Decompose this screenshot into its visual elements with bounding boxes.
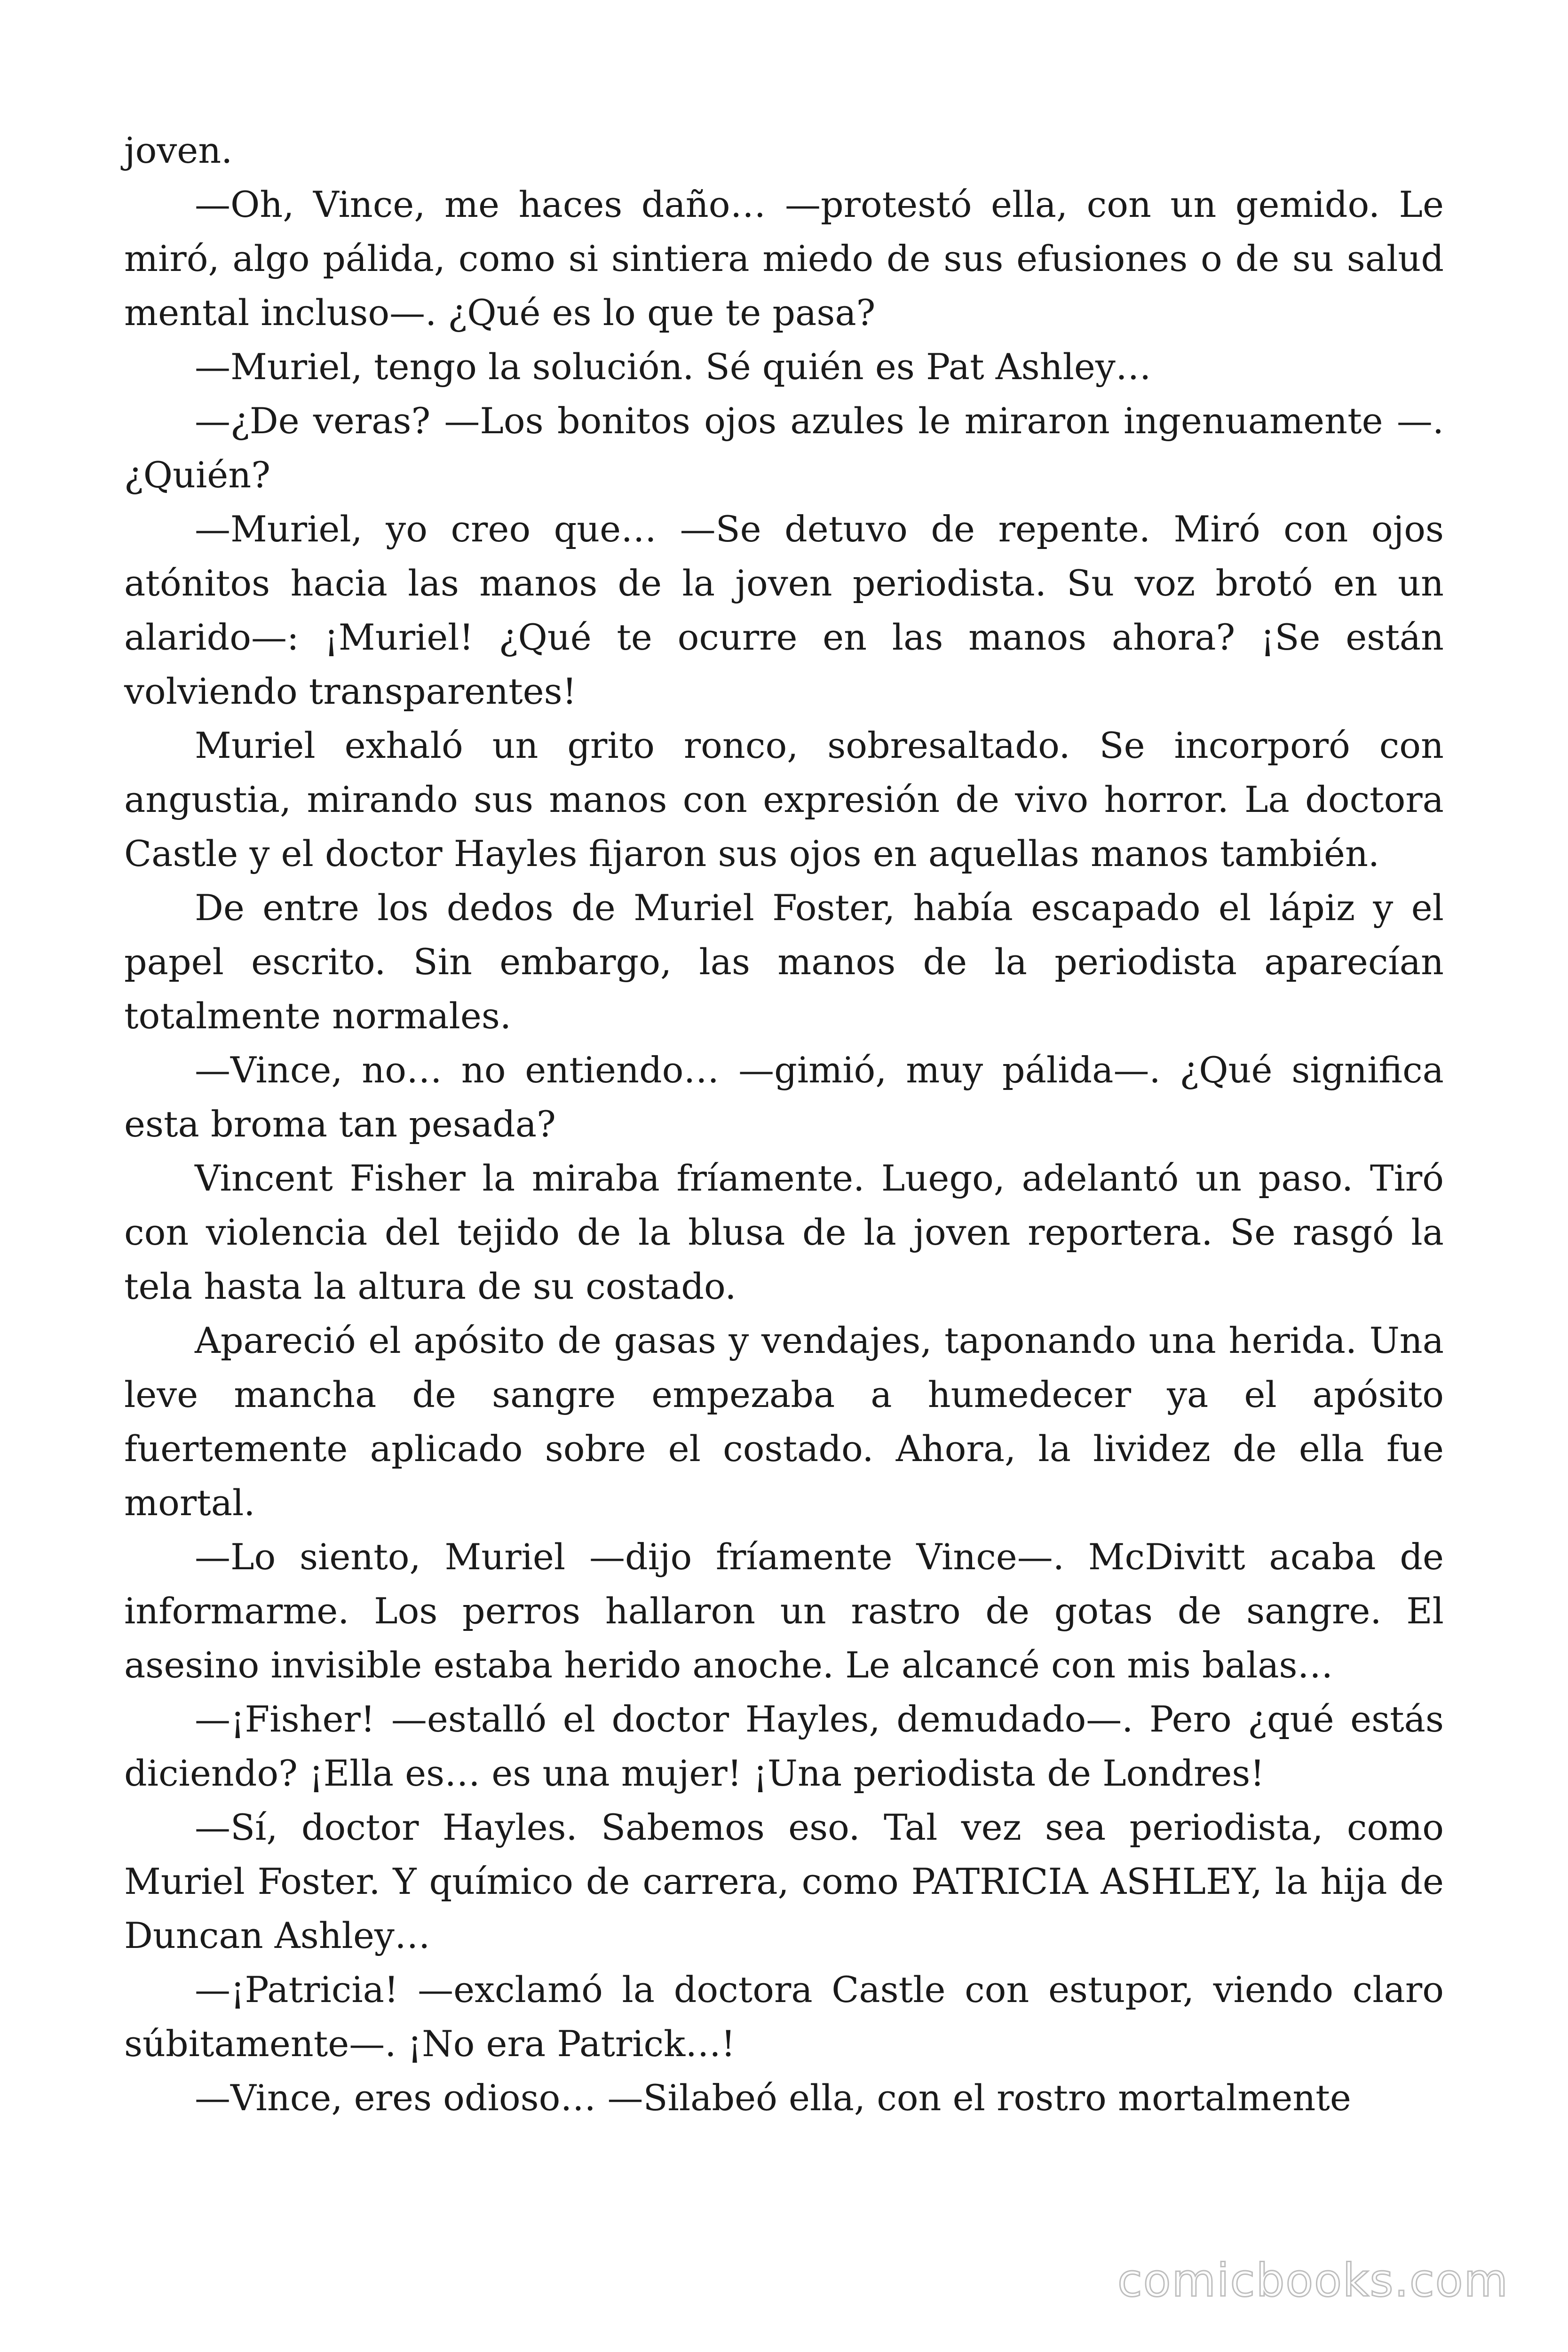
paragraph: —Vince, no… no entiendo… —gimió, muy pálida—. ¿Qué significa esta broma tan pesada? <box>124 1049 1444 1145</box>
paragraph: Vincent Fisher la miraba fríamente. Luego, adelantó un paso. Tiró con violencia del tejido de la blusa de la joven reportera. Se rasgó la tela hasta la altura de su costado. <box>124 1157 1444 1307</box>
paragraph: Muriel exhaló un grito ronco, sobresaltado. Se incorporó con angustia, mirando sus manos con expresión de vivo horror. La doctora Castle y el doctor Hayles fijaron sus ojos en aquellas manos también. <box>124 724 1444 874</box>
paragraph: —Sí, doctor Hayles. Sabemos eso. Tal vez sea periodista, como Muriel Foster. Y químico de carrera, como PATRICIA ASHLEY, la hija de Duncan Ashley… <box>124 1806 1444 1956</box>
watermark-logo: comicbooks.com <box>1117 2254 1509 2307</box>
paragraph: De entre los dedos de Muriel Foster, había escapado el lápiz y el papel escrito. Sin embargo, las manos de la periodista aparecían totalmente normales. <box>124 887 1444 1037</box>
paragraph: —¡Patricia! —exclamó la doctora Castle con estupor, viendo claro súbitamente—. ¡No era Patrick…! <box>124 1969 1444 2065</box>
paragraph: —Muriel, tengo la solución. Sé quién es Pat Ashley… <box>195 346 1151 388</box>
paragraph-continuation: joven. <box>124 129 233 171</box>
paragraph: —Oh, Vince, me haces daño… —protestó ella, con un gemido. Le miró, algo pálida, como si sintiera miedo de sus efusiones o de su salud mental incluso—. ¿Qué es lo que te pasa? <box>124 183 1444 334</box>
paragraph: —Muriel, yo creo que… —Se detuvo de repente. Miró con ojos atónitos hacia las manos de la joven periodista. Su voz brotó en un alarido—: ¡Muriel! ¿Qué te ocurre en las manos ahora? ¡Se están volviendo transparentes! <box>124 508 1444 712</box>
page-body-text <box>124 123 1444 2125</box>
paragraph: —¿De veras? —Los bonitos ojos azules le miraron ingenuamente —. ¿Quién? <box>124 400 1444 496</box>
paragraph: —Lo siento, Muriel —dijo fríamente Vince—. McDivitt acaba de informarme. Los perros hallaron un rastro de gotas de sangre. El asesino invisible estaba herido anoche. Le alcancé con mis balas… <box>124 1536 1444 1686</box>
paragraph: —¡Fisher! —estalló el doctor Hayles, demudado—. Pero ¿qué estás diciendo? ¡Ella es… es una mujer! ¡Una periodista de Londres! <box>124 1698 1444 1794</box>
paragraph: Apareció el apósito de gasas y vendajes, taponando una herida. Una leve mancha de sangre empezaba a humedecer ya el apósito fuertemente aplicado sobre el costado. Ahora, la lividez de ella fue mortal. <box>124 1319 1444 1524</box>
paragraph: —Vince, eres odioso… —Silabeó ella, con el rostro mortalmente <box>195 2077 1351 2119</box>
